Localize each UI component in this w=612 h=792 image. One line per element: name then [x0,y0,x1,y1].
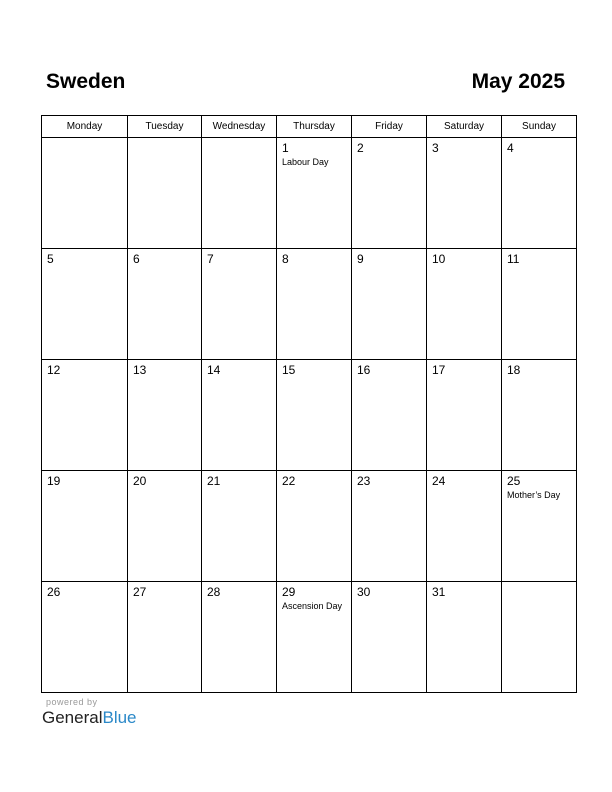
brand-general: General [42,708,103,727]
day-cell [427,360,502,471]
week-row [42,138,577,249]
day-number: 27 [133,585,147,599]
month-year-title: May 2025 [471,70,565,93]
day-number: 19 [47,474,61,488]
day-number: 31 [432,585,446,599]
calendar-grid [41,115,577,693]
day-number: 18 [507,363,521,377]
day-number: 17 [432,363,446,377]
day-number: 14 [207,363,221,377]
day-cell [42,138,128,249]
week-row [42,582,577,693]
day-number: 1 [282,141,289,155]
day-number: 4 [507,141,514,155]
day-number: 9 [357,252,364,266]
day-number: 15 [282,363,296,377]
day-cell [427,582,502,693]
day-number: 22 [282,474,296,488]
day-number: 6 [133,252,140,266]
brand-blue: Blue [102,708,137,727]
weekday-thursday: Thursday [277,116,352,138]
day-cell [42,582,128,693]
week-row [42,360,577,471]
powered-by-text: powered by [46,697,98,707]
day-number: 20 [133,474,147,488]
day-cell [277,249,352,360]
day-number: 23 [357,474,371,488]
day-cell [128,360,202,471]
day-cell [277,360,352,471]
day-cell [42,360,128,471]
day-number: 28 [207,585,221,599]
day-cell [427,249,502,360]
day-cell [277,138,352,249]
day-cell [502,249,577,360]
country-title: Sweden [46,70,126,93]
day-number: 13 [133,363,147,377]
holiday-label: Labour Day [282,157,329,167]
day-cell [202,138,277,249]
weekday-wednesday: Wednesday [202,116,277,138]
holiday-label: Ascension Day [282,601,343,611]
day-number: 25 [507,474,521,488]
day-number: 21 [207,474,221,488]
weekday-friday: Friday [352,116,427,138]
day-cell [202,471,277,582]
day-number: 26 [47,585,61,599]
day-number: 12 [47,363,61,377]
day-number: 29 [282,585,296,599]
day-cell [128,471,202,582]
day-cell [352,249,427,360]
day-cell [128,582,202,693]
day-cell [202,249,277,360]
day-cell [277,471,352,582]
day-cell [42,471,128,582]
day-cell [502,471,577,582]
day-number: 2 [357,141,364,155]
week-row [42,249,577,360]
day-cell [352,360,427,471]
weekday-monday: Monday [42,116,128,138]
day-cell [352,471,427,582]
day-cell [502,360,577,471]
weekday-tuesday: Tuesday [128,116,202,138]
day-number: 24 [432,474,446,488]
weekday-saturday: Saturday [427,116,502,138]
generalblue-logo [42,708,137,728]
day-cell [277,582,352,693]
day-number: 8 [282,252,289,266]
day-number: 16 [357,363,371,377]
day-cell [42,249,128,360]
day-cell [202,360,277,471]
day-number: 7 [207,252,214,266]
weekday-header-row [42,116,577,138]
day-cell [502,138,577,249]
day-cell [427,471,502,582]
day-cell [352,138,427,249]
weekday-sunday: Sunday [502,116,577,138]
day-cell [502,582,577,693]
day-cell [202,582,277,693]
day-cell [128,249,202,360]
day-number: 10 [432,252,446,266]
week-row [42,471,577,582]
day-number: 5 [47,252,54,266]
day-cell [352,582,427,693]
day-cell [128,138,202,249]
day-number: 11 [507,252,520,266]
holiday-label: Mother’s Day [507,490,561,500]
day-cell [427,138,502,249]
day-number: 3 [432,141,439,155]
day-number: 30 [357,585,371,599]
